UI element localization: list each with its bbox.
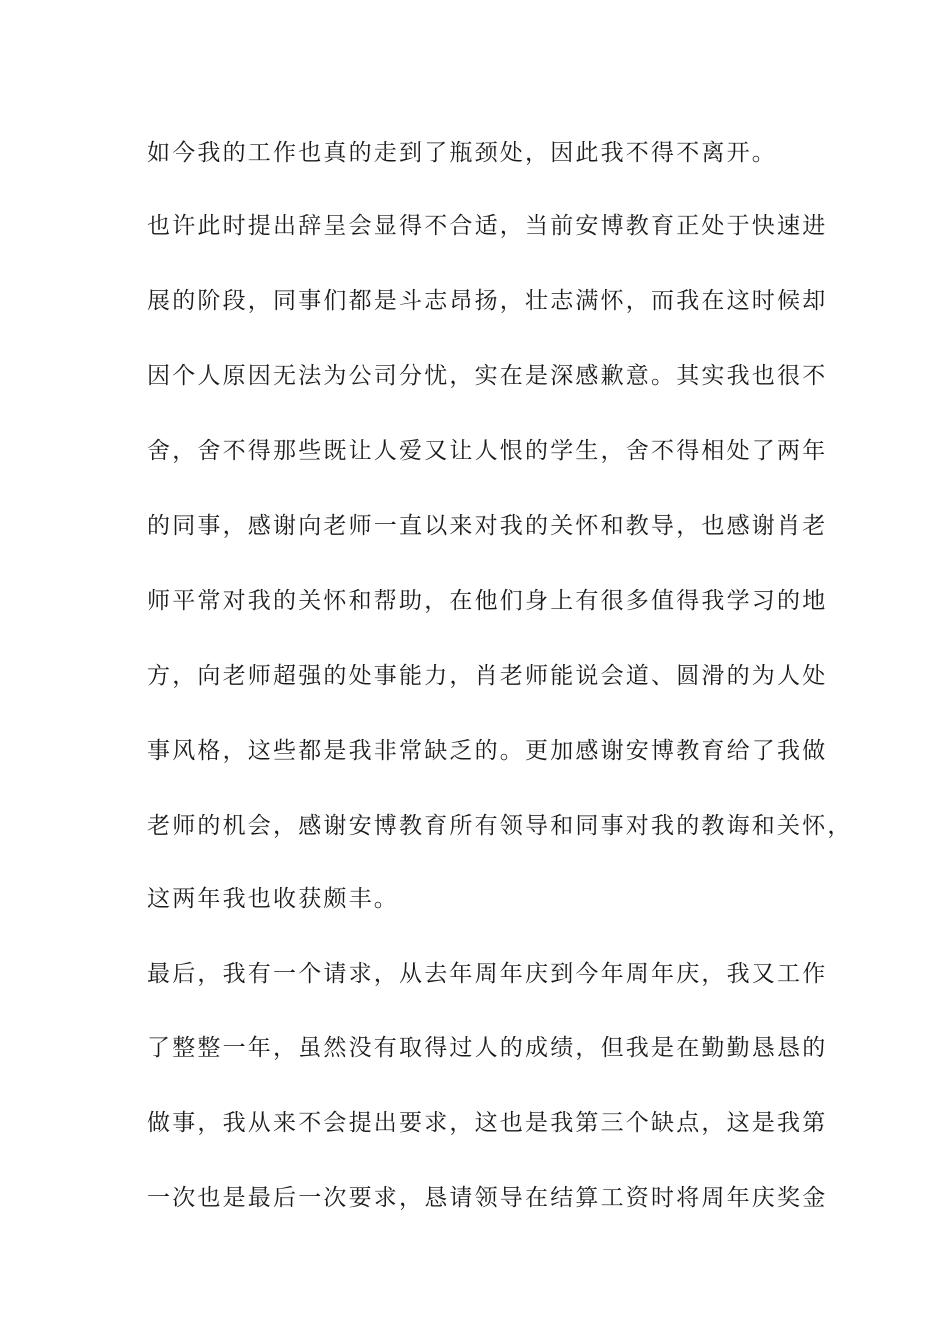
- text-line: 老师的机会，感谢安博教育所有领导和同事对我的教诲和关怀，: [147, 813, 853, 839]
- text-line: 因个人原因无法为公司分忧，实在是深感歉意。其实我也很不: [147, 363, 828, 389]
- text-line: 舍，舍不得那些既让人爱又让人恨的学生，舍不得相处了两年: [147, 438, 828, 464]
- text-line: 这两年我也收获颇丰。: [147, 886, 399, 912]
- text-line: 师平常对我的关怀和帮助，在他们身上有很多值得我学习的地: [147, 588, 828, 614]
- text-line: 最后，我有一个请求，从去年周年庆到今年周年庆，我又工作: [147, 961, 828, 987]
- text-line: 如今我的工作也真的走到了瓶颈处，因此我不得不离开。: [147, 140, 777, 166]
- text-line: 做事，我从来不会提出要求，这也是我第三个缺点，这是我第: [147, 1110, 828, 1136]
- text-line: 方，向老师超强的处事能力，肖老师能说会道、圆滑的为人处: [147, 663, 828, 689]
- text-line: 了整整一年，虽然没有取得过人的成绩，但我是在勤勤恳恳的: [147, 1035, 828, 1061]
- text-line: 一次也是最后一次要求，恳请领导在结算工资时将周年庆奖金: [147, 1185, 828, 1211]
- text-line: 也许此时提出辞呈会显得不合适，当前安博教育正处于快速进: [147, 213, 828, 239]
- text-line: 事风格，这些都是我非常缺乏的。更加感谢安博教育给了我做: [147, 738, 828, 764]
- text-line: 的同事，感谢向老师一直以来对我的关怀和教导，也感谢肖老: [147, 513, 828, 539]
- text-line: 展的阶段，同事们都是斗志昂扬，壮志满怀，而我在这时候却: [147, 288, 828, 314]
